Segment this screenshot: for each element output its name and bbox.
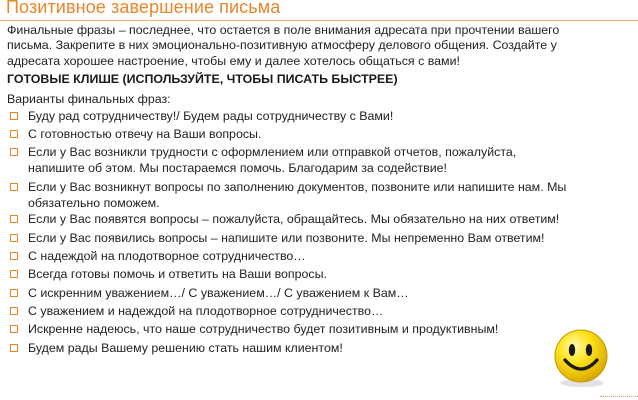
list-item-text: С надеждой на плодотворное сотрудничество… [28,249,306,263]
checkbox-bullet-icon [10,148,18,156]
list-item-text: Если у Вас появились вопросы – напишите или позвоните. Мы непременно Вам ответим! [28,231,545,245]
smiley-face-icon [549,326,613,390]
list-item-text: С искренним уважением…/ С уважением…/ С уважением к Вам… [28,286,409,300]
list-item-text: Будем рады Вашему решению стать нашим клиентом! [28,341,343,355]
checkbox-bullet-icon [10,344,18,352]
variants-label: Варианты финальных фраз: [7,92,171,106]
footer-dotted-line [600,396,638,397]
list-item-text: обязательно поможем. [28,196,160,210]
checkbox-bullet-icon [10,234,18,242]
list-item-text: Буду рад сотрудничеству!/ Будем рады сотрудничеству с Вами! [28,109,394,123]
list-item-text: Если у Вас появятся вопросы – пожалуйста, обращайтесь. Мы обязательно на них ответим! [28,212,560,226]
list-item-text: Всегда готовы помочь и ответить на Ваши вопросы. [28,267,327,281]
list-item-text: Если у Вас возникли трудности с оформлением или отправкой отчетов, пожалуйста, [28,145,517,159]
checkbox-bullet-icon [10,307,18,315]
checkbox-bullet-icon [10,215,18,223]
list-item-text: Если у Вас возникнут вопросы по заполнению документов, позвоните или напишите нам. Мы [28,180,567,194]
intro-line: адресата хорошее настроение, чтобы ему и далее хотелось общаться с вами! [7,53,460,68]
page-title: Позитивное завершение письма [6,0,281,17]
checkbox-bullet-icon [10,252,18,260]
checkbox-bullet-icon [10,325,18,333]
checkbox-bullet-icon [10,112,18,120]
checkbox-bullet-icon [10,183,18,191]
intro-line: Финальные фразы – последнее, что остается в поле внимания адресата при прочтении вашего [7,23,560,37]
list-item-text: С готовностью отвечу на Ваши вопросы. [28,127,262,141]
section-heading: ГОТОВЫЕ КЛИШЕ (ИСПОЛЬЗУЙТЕ, ЧТОБЫ ПИСАТЬ БЫСТРЕЕ) [7,72,398,86]
checkbox-bullet-icon [10,130,18,138]
list-item-text: С уважением и надеждой на плодотворное сотрудничество… [28,304,384,318]
checkbox-bullet-icon [10,270,18,278]
checkbox-bullet-icon [10,289,18,297]
intro-line: письма. Закрепите в них эмоционально-позитивную атмосферу делового общения. Создайте у [7,38,557,53]
list-item-text: Искренне надеюсь, что наше сотрудничество будет позитивным и продуктивным! [28,322,499,336]
list-item-text: напишите об этом. Мы постараемся помочь. Благодарим за содействие! [28,161,447,175]
